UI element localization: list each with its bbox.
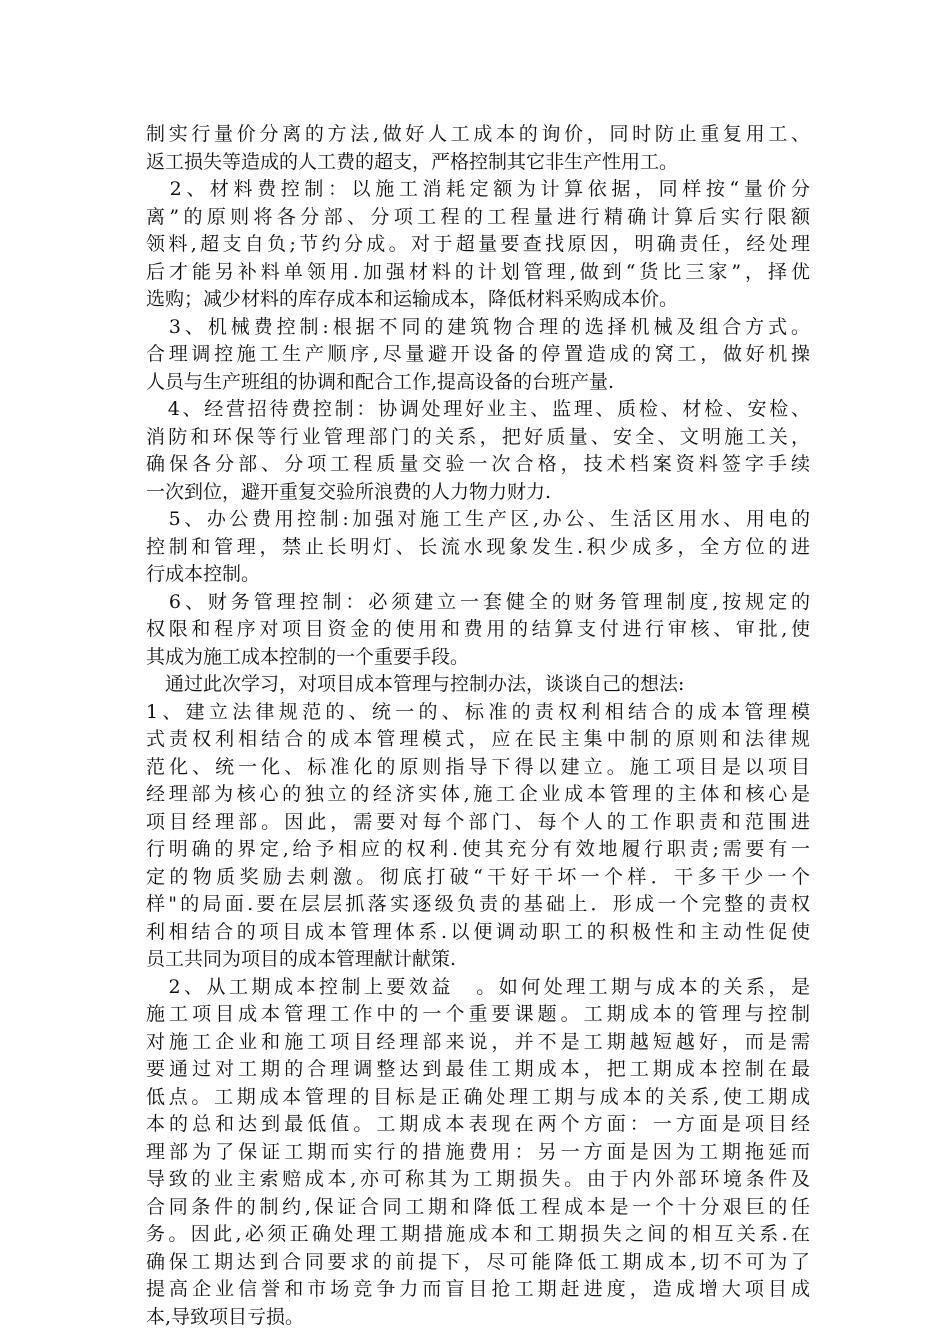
text-line: 3、机械费控制:根据不同的建筑物合理的选择机械及组合方式。 bbox=[146, 315, 810, 338]
text-line: 1、建立法律规范的、统一的、标准的责权利相结合的成本管理模 bbox=[146, 700, 810, 723]
text-line: 施工项目成本管理工作中的一个重要课题。工期成本的管理与控制 bbox=[146, 1003, 810, 1025]
text-line: 2、材料费控制：以施工消耗定额为计算依据，同样按“量价分 bbox=[146, 178, 810, 200]
text-line: 返工损失等造成的人工费的超支，严格控制其它非生产性用工。 bbox=[146, 150, 679, 173]
text-line: 经理部为核心的独立的经济实体,施工企业成本管理的主体和核心是 bbox=[146, 783, 810, 805]
text-line: 一次到位，避开重复交验所浪费的人力物力财力. bbox=[146, 480, 552, 503]
text-line: 消防和环保等行业管理部门的关系，把好质量、安全、文明施工关， bbox=[146, 425, 810, 448]
text-line: 导致的业主索赔成本,亦可称其为工期损失。由于内外部环境条件及 bbox=[146, 1168, 810, 1190]
text-line: 对施工企业和施工项目经理部来说，并不是工期越短越好，而是需 bbox=[146, 1030, 810, 1053]
text-line: 行明确的界定,给予相应的权利.使其充分有效地履行职责;需要有一 bbox=[146, 838, 810, 860]
text-line: 本的总和达到最低值。工期成本表现在两个方面：一方面是项目经 bbox=[146, 1113, 810, 1135]
text-line: 要通过对工期的合理调整达到最佳工期成本，把工期成本控制在最 bbox=[146, 1058, 810, 1080]
text-line: 式责权利相结合的成本管理模式，应在民主集中制的原则和法律规 bbox=[146, 728, 810, 750]
text-line: 样"的局面.要在层层抓落实逐级负责的基础上．形成一个完整的责权 bbox=[146, 893, 810, 915]
text-line: 低点。工期成本管理的目标是正确处理工期与成本的关系,使工期成 bbox=[146, 1085, 810, 1108]
text-line: 行成本控制。 bbox=[146, 563, 261, 585]
text-line: 确保工期达到合同要求的前提下，尽可能降低工期成本,切不可为了 bbox=[146, 1250, 810, 1273]
text-line: 5、办公费用控制:加强对施工生产区,办公、生活区用水、用电的 bbox=[146, 508, 810, 530]
text-line: 人员与生产班组的协调和配合工作,提高设备的台班产量. bbox=[146, 370, 615, 393]
text-line: 范化、统一化、标准化的原则指导下得以建立。施工项目是以项目 bbox=[146, 755, 810, 778]
text-line: 本,导致项目亏损。 bbox=[146, 1305, 305, 1328]
text-line: 权限和程序对项目资金的使用和费用的结算支付进行审核、审批,使 bbox=[146, 618, 810, 640]
text-line: 6、财务管理控制：必须建立一套健全的财务管理制度,按规定的 bbox=[146, 590, 810, 613]
text-line: 确保各分部、分项工程质量交验一次合格，技术档案资料签字手续 bbox=[146, 453, 810, 475]
document-body bbox=[146, 121, 810, 1331]
text-line: 员工共同为项目的成本管理献计献策. bbox=[146, 948, 457, 970]
text-line: 合同条件的制约,保证合同工期和降低工程成本是一个十分艰巨的任 bbox=[146, 1195, 810, 1218]
text-line: 后才能另补料单领用.加强材料的计划管理,做到“货比三家”，择优 bbox=[146, 260, 810, 283]
text-line: 选购；减少材料的库存成本和运输成本，降低材料采购成本价。 bbox=[146, 288, 679, 310]
text-line: 通过此次学习，对项目成本管理与控制办法，谈谈自己的想法: bbox=[146, 673, 685, 695]
text-line: 控制和管理，禁止长明灯、长流水现象发生.积少成多，全方位的进 bbox=[146, 535, 810, 558]
text-line: 项目经理部。因此，需要对每个部门、每个人的工作职责和范围进 bbox=[146, 810, 810, 833]
text-line: 定的物质奖励去刺激。彻底打破“干好干坏一个样．干多干少一个 bbox=[146, 865, 810, 888]
text-line: 制实行量价分离的方法,做好人工成本的询价，同时防止重复用工、 bbox=[146, 123, 810, 145]
text-line: 务。因此,必须正确处理工期措施成本和工期损失之间的相互关系.在 bbox=[146, 1223, 810, 1245]
text-line: 其成为施工成本控制的一个重要手段。 bbox=[146, 645, 470, 668]
text-line: 理部为了保证工期而实行的措施费用：另一方面是因为工期拖延而 bbox=[146, 1140, 810, 1163]
text-line: 离”的原则将各分部、分项工程的工程量进行精确计算后实行限额 bbox=[146, 205, 810, 228]
text-line: 合理调控施工生产顺序,尽量避开设备的停置造成的窝工，做好机操 bbox=[146, 343, 810, 365]
text-line: 利相结合的项目成本管理体系.以便调动职工的积极性和主动性促使 bbox=[146, 920, 810, 943]
text-line: 2、从工期成本控制上要效益 。如何处理工期与成本的关系，是 bbox=[146, 975, 810, 998]
text-line: 提高企业信誉和市场竞争力而盲目抢工期赶进度，造成增大项目成 bbox=[146, 1278, 810, 1300]
text-line: 领料,超支自负;节约分成。对于超量要查找原因，明确责任，经处理 bbox=[146, 233, 810, 255]
text-line: 4、经营招待费控制：协调处理好业主、监理、质检、材检、安检、 bbox=[146, 398, 810, 420]
